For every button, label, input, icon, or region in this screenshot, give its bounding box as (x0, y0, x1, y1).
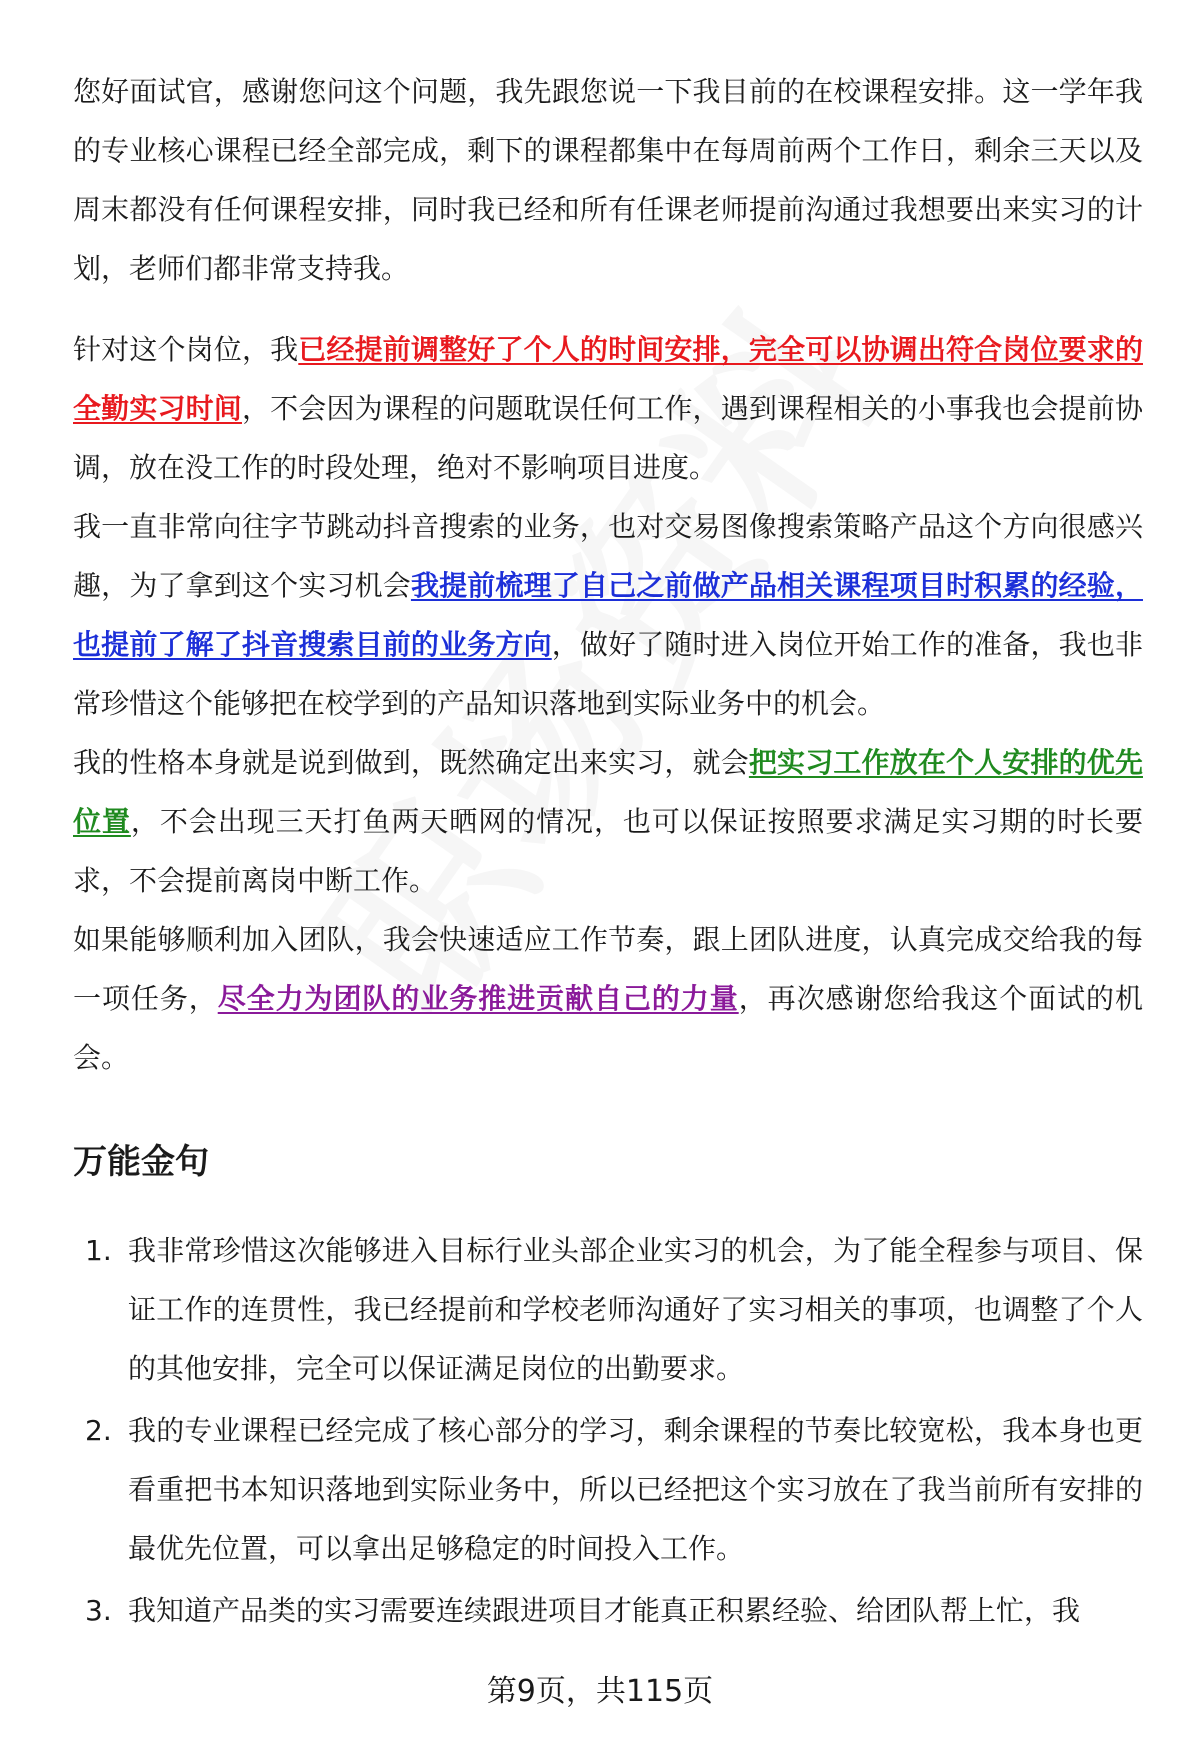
paragraph-text: ，做好了随时进入岗位开始工作的准备，我也非常珍惜这个能够把在校学到的产品知识落地到实际业务中的机会。 (73, 628, 1143, 720)
section-title: 万能金句 (73, 1142, 209, 1182)
paragraph-schedule (73, 320, 1143, 497)
list-item (73, 1221, 1143, 1398)
highlight-green: 把实习工作放在个人安排的优先位置 (73, 746, 1143, 838)
list-item-text: 我非常珍惜这次能够进入目标行业头部企业实习的机会，为了能全程参与项目、保证工作的连贯性，我已经提前和学校老师沟通好了实习相关的事项，也调整了个人的其他安排，完全可以保证满足岗位的出勤要求。 (128, 1234, 1143, 1385)
list-item-text: 我的专业课程已经完成了核心部分的学习，剩余课程的节奏比较宽松，我本身也更看重把书本知识落地到实际业务中，所以已经把这个实习放在了我当前所有安排的最优先位置，可以拿出足够稳定的时间投入工作。 (128, 1414, 1143, 1565)
list-number: 1. (85, 1234, 112, 1267)
paragraph-text: 我一直非常向往字节跳动抖音搜索的业务，也对交易图像搜索策略产品这个方向很感兴趣，为了拿到这个实习机会 (73, 510, 1143, 602)
paragraph-text: 我的性格本身就是说到做到，既然确定出来实习，就会 (73, 746, 749, 779)
paragraph-intro: 您好面试官，感谢您问这个问题，我先跟您说一下我目前的在校课程安排。这一学年我的专业核心课程已经全部完成，剩下的课程都集中在每周前两个工作日，剩余三天以及周末都没有任何课程安排，同时我已经和所有任课老师提前沟通过我想要出来实习的计划，老师们都非常支持我。 (73, 75, 1143, 285)
list-number: 2. (85, 1414, 112, 1447)
paragraph-text: 如果能够顺利加入团队，我会快速适应工作节奏，跟上团队进度，认真完成交给我的每一项任务， (73, 923, 1143, 1015)
list-item (73, 1401, 1143, 1578)
paragraph-text: ，不会因为课程的问题耽误任何工作，遇到课程相关的小事我也会提前协调，放在没工作的时段处理，绝对不影响项目进度。 (73, 392, 1143, 484)
list-number: 3. (85, 1594, 112, 1627)
paragraph-personality (73, 733, 1143, 910)
phrase-list (73, 1221, 1143, 1640)
paragraph-text: ，再次感谢您给我这个面试的机会。 (73, 982, 1143, 1074)
list-item-text: 我知道产品类的实习需要连续跟进项目才能真正积累经验、给团队帮上忙，我 (128, 1594, 1081, 1627)
highlight-purple: 尽全力为团队的业务推进贡献自己的力量 (217, 982, 739, 1015)
highlight-red: 已经提前调整好了个人的时间安排，完全可以协调出符合岗位要求的全勤实习时间 (73, 333, 1143, 425)
paragraph-text: 针对这个岗位，我 (73, 333, 299, 366)
list-item (73, 1581, 1143, 1640)
highlight-blue: 我提前梳理了自己之前做产品相关课程项目时积累的经验，也提前了解了抖音搜索目前的业务方向 (73, 569, 1143, 661)
document-body (73, 62, 1143, 1643)
page-footer: 第9页，共115页 (486, 1674, 714, 1709)
paragraph-text: ，不会出现三天打鱼两天晒网的情况，也可以保证按照要求满足实习期的时长要求，不会提前离岗中断工作。 (73, 805, 1143, 897)
paragraph-closing (73, 910, 1143, 1087)
paragraph-motivation (73, 497, 1143, 733)
